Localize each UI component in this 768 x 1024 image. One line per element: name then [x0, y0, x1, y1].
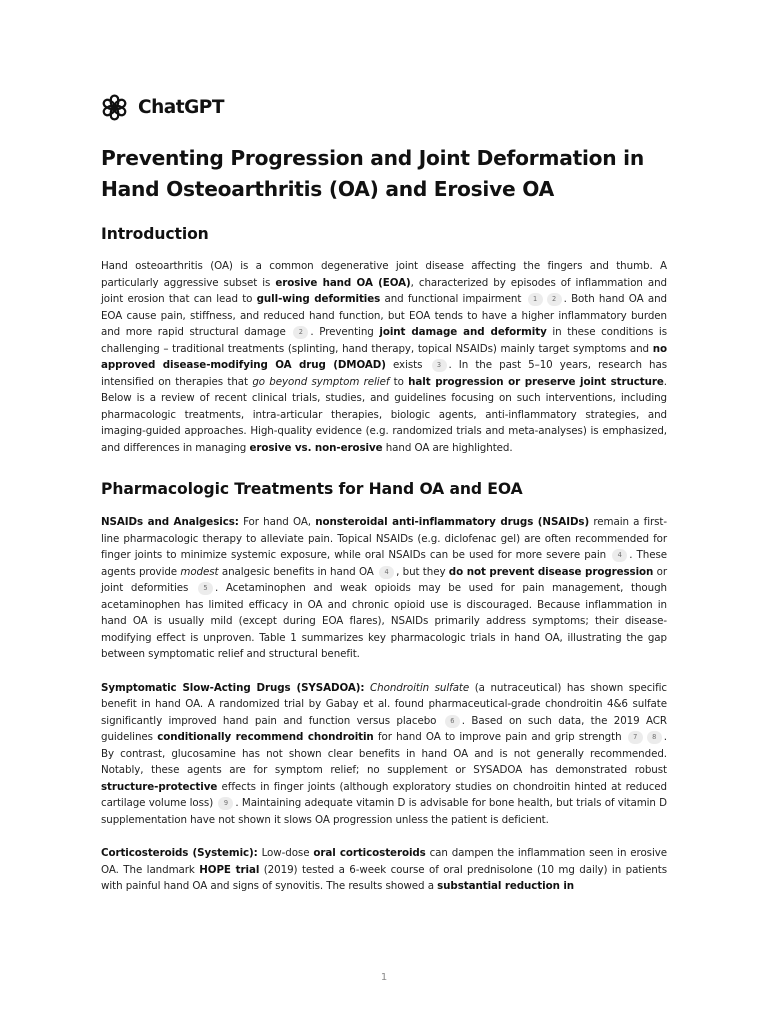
citation-badge[interactable]: 2 [547, 293, 562, 306]
document-title: Preventing Progression and Joint Deformation in Hand Osteoarthritis (OA) and Erosive OA [101, 146, 644, 201]
citation-badge[interactable]: 8 [647, 731, 662, 744]
nsaids-paragraph: NSAIDs and Analgesics: For hand OA, nonsteroidal anti-inflammatory drugs (NSAIDs) remain a first-line pharmacologic therapy to alleviate pain. Topical NSAIDs (e.g. diclofenac gel) are often recommended for finger joints to minimize systemic exposure, while oral NSAIDs can be used for more severe pain 4 . These agents provide modest analgesic benefits in hand OA 4 , but they do not prevent disease progression or joint deformities 5 . Acetaminophen and weak opioids may be used for pain management, though acetaminophen has limited efficacy in OA and chronic opioid use is discouraged. Because inflammation in hand OA is usually mild (except during EOA flares), NSAIDs primarily address symptoms; their disease-modifying effect is unproven. Table 1 summarizes key pharmacologic trials in hand OA, illustrating the gap between symptomatic relief and structural benefit. [101, 516, 668, 660]
citation-badge[interactable]: 1 [528, 293, 543, 306]
brand-name: ChatGPT [138, 96, 224, 118]
citation-badge[interactable]: 5 [198, 582, 213, 595]
section-heading-pharmacologic: Pharmacologic Treatments for Hand OA and EOA [101, 480, 523, 498]
citation-badge[interactable]: 9 [218, 797, 233, 810]
corticosteroids-paragraph: Corticosteroids (Systemic): Low-dose oral corticosteroids can dampen the inflammation seen in erosive OA. The landmark HOPE trial (2019) tested a 6-week course of oral prednisolone (10 mg daily) in patients with painful hand OA and signs of synovitis. The results showed a substantial reduction in [101, 847, 667, 892]
page-number: 1 [380, 972, 388, 983]
document-page [101, 92, 667, 895]
sysadoa-paragraph: Symptomatic Slow-Acting Drugs (SYSADOA): Chondroitin sulfate (a nutraceutical) has shown specific benefit in hand OA. A randomized trial by Gabay et al. found pharmaceutical-grade chondroitin 4&6 sulfate significantly improved hand pain and function versus placebo 6 . Based on such data, the 2019 ACR guidelines conditionally recommend chondroitin for hand OA to improve pain and grip strength 7 8 . By contrast, glucosamine has not shown clear benefits in hand OA and is not generally recommended. Notably, these agents are for symptom relief; no supplement or SYSADOA has demonstrated robust structure-protective effects in finger joints (although exploratory studies on chondroitin hinted at reduced cartilage volume loss) 9 . Maintaining adequate vitamin D is advisable for bone health, but trials of vitamin D supplementation have not shown it slows OA progression unless the patient is deficient. [101, 681, 667, 826]
brand-header [101, 92, 667, 122]
section-heading-introduction: Introduction [101, 225, 209, 243]
citation-badge[interactable]: 3 [432, 359, 447, 372]
citation-badge[interactable]: 4 [379, 566, 394, 579]
introduction-paragraph: Hand osteoarthritis (OA) is a common degenerative joint disease affecting the fingers and thumb. A particularly aggressive subset is erosive hand OA (EOA), characterized by episodes of inflammation and joint erosion that can lead to gull-wing deformities and functional impairment 1 2 . Both hand OA and EOA cause pain, stiffness, and reduced hand function, but EOA tends to have a higher inflammatory burden and more rapid structural damage 2 . Preventing joint damage and deformity in these conditions is challenging – traditional treatments (splinting, hand therapy, topical NSAIDs) mainly target symptoms and no approved disease-modifying OA drug (DMOAD) exists 3 . In the past 5–10 years, research has intensified on therapies that go beyond symptom relief to halt progression or preserve joint structure. Below is a review of recent clinical trials, studies, and guidelines focusing on such interventions, including pharmacologic treatments, intra-articular therapies, biologic agents, anti-inflammatory strategies, and imaging-guided approaches. High-quality evidence (e.g. randomized trials and meta-analyses) is emphasized, and differences in managing erosive vs. non-erosive hand OA are highlighted. [101, 260, 667, 454]
citation-badge[interactable]: 7 [628, 731, 643, 744]
citation-badge[interactable]: 4 [612, 549, 627, 562]
citation-badge[interactable]: 6 [445, 715, 460, 728]
openai-logo-icon [101, 94, 128, 121]
citation-badge[interactable]: 2 [293, 326, 308, 339]
